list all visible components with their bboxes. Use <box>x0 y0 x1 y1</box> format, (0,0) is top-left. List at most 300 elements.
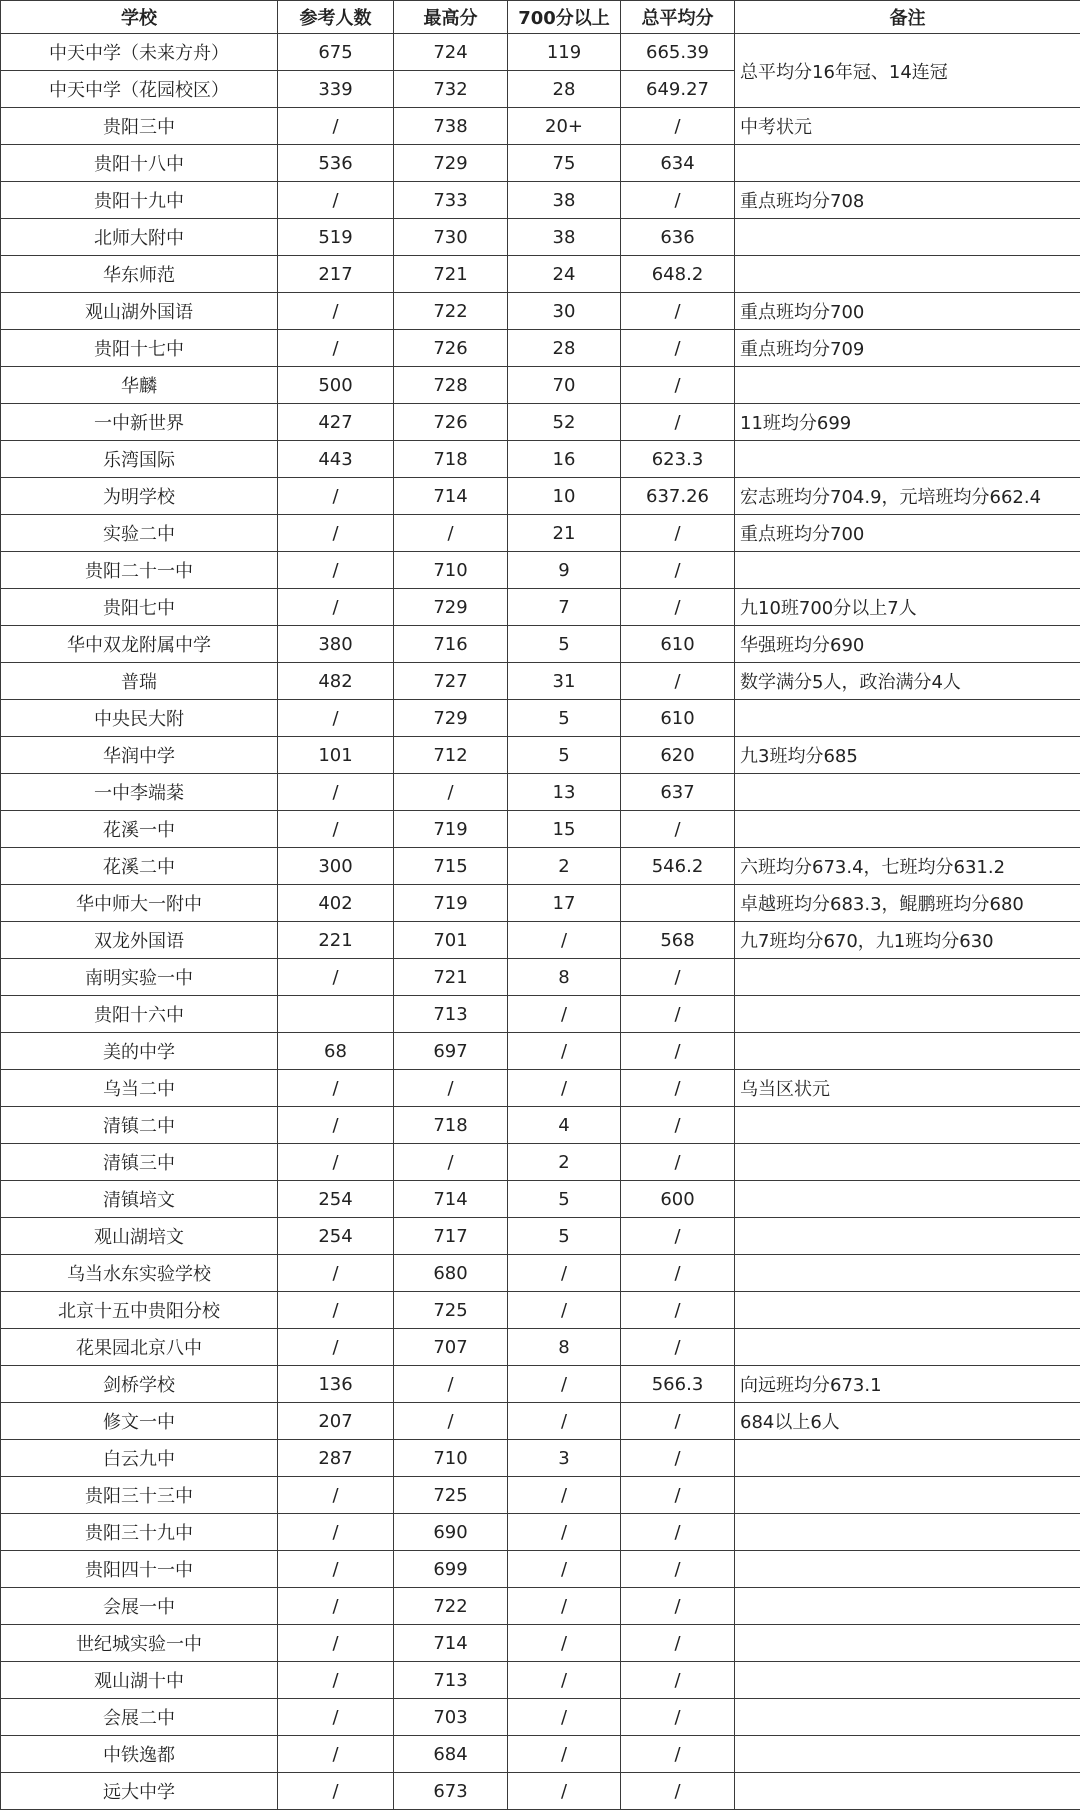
cell-notes <box>735 959 1080 996</box>
cell-average-score: 665.39 <box>621 34 735 71</box>
header-average-score: 总平均分 <box>621 1 735 34</box>
cell-above-700: 16 <box>508 441 621 478</box>
cell-notes <box>735 1773 1080 1810</box>
cell-above-700: 38 <box>508 182 621 219</box>
cell-notes: 卓越班均分683.3，鲲鹏班均分680 <box>735 885 1080 922</box>
cell-above-700: 10 <box>508 478 621 515</box>
cell-above-700: 119 <box>508 34 621 71</box>
cell-average-score: 637.26 <box>621 478 735 515</box>
table-row <box>1 404 1080 441</box>
cell-school: 花溪一中 <box>1 811 278 848</box>
cell-participants: / <box>278 515 394 552</box>
cell-highest-score: 729 <box>394 589 508 626</box>
table-row <box>1 811 1080 848</box>
cell-above-700: / <box>508 1366 621 1403</box>
table-row <box>1 1181 1080 1218</box>
cell-participants: / <box>278 330 394 367</box>
cell-highest-score: 703 <box>394 1699 508 1736</box>
table-row <box>1 330 1080 367</box>
cell-participants: / <box>278 1070 394 1107</box>
cell-notes <box>735 1477 1080 1514</box>
cell-average-score: / <box>621 959 735 996</box>
cell-highest-score: 729 <box>394 700 508 737</box>
table-row <box>1 1662 1080 1699</box>
cell-above-700: 28 <box>508 71 621 108</box>
table-body <box>1 34 1080 1810</box>
cell-participants: / <box>278 1477 394 1514</box>
cell-school: 贵阳十九中 <box>1 182 278 219</box>
cell-school: 修文一中 <box>1 1403 278 1440</box>
cell-participants: 68 <box>278 1033 394 1070</box>
cell-above-700: / <box>508 1403 621 1440</box>
cell-school: 观山湖培文 <box>1 1218 278 1255</box>
cell-highest-score: 721 <box>394 256 508 293</box>
cell-above-700: 38 <box>508 219 621 256</box>
cell-above-700: / <box>508 1477 621 1514</box>
cell-notes <box>735 552 1080 589</box>
cell-above-700: 3 <box>508 1440 621 1477</box>
cell-notes <box>735 1625 1080 1662</box>
table-row <box>1 774 1080 811</box>
cell-participants: 482 <box>278 663 394 700</box>
cell-participants: / <box>278 1699 394 1736</box>
cell-highest-score: 713 <box>394 1662 508 1699</box>
cell-average-score: / <box>621 589 735 626</box>
cell-average-score: / <box>621 1514 735 1551</box>
cell-school: 清镇二中 <box>1 1107 278 1144</box>
cell-above-700: 15 <box>508 811 621 848</box>
cell-average-score: 610 <box>621 700 735 737</box>
cell-notes <box>735 811 1080 848</box>
cell-highest-score: 722 <box>394 293 508 330</box>
cell-average-score: / <box>621 1329 735 1366</box>
cell-average-score: / <box>621 182 735 219</box>
cell-notes: 重点班均分700 <box>735 515 1080 552</box>
cell-highest-score: 729 <box>394 145 508 182</box>
cell-highest-score: 728 <box>394 367 508 404</box>
cell-participants: / <box>278 1773 394 1810</box>
cell-above-700: / <box>508 1588 621 1625</box>
cell-notes: 数学满分5人，政治满分4人 <box>735 663 1080 700</box>
cell-average-score: / <box>621 1773 735 1810</box>
table-row <box>1 34 1080 71</box>
cell-average-score: / <box>621 293 735 330</box>
cell-notes <box>735 1699 1080 1736</box>
cell-participants: / <box>278 774 394 811</box>
cell-above-700: 17 <box>508 885 621 922</box>
cell-school: 普瑞 <box>1 663 278 700</box>
cell-highest-score: 721 <box>394 959 508 996</box>
cell-average-score: 600 <box>621 1181 735 1218</box>
cell-highest-score: 680 <box>394 1255 508 1292</box>
cell-highest-score: 732 <box>394 71 508 108</box>
cell-above-700: / <box>508 1773 621 1810</box>
cell-above-700: 70 <box>508 367 621 404</box>
cell-above-700: 28 <box>508 330 621 367</box>
table-row <box>1 1329 1080 1366</box>
cell-notes <box>735 774 1080 811</box>
header-school: 学校 <box>1 1 278 34</box>
cell-average-score: / <box>621 1144 735 1181</box>
cell-school: 中天中学（花园校区） <box>1 71 278 108</box>
cell-highest-score: 707 <box>394 1329 508 1366</box>
table-row <box>1 1440 1080 1477</box>
cell-above-700: 24 <box>508 256 621 293</box>
cell-highest-score: / <box>394 1070 508 1107</box>
header-row <box>1 1 1080 34</box>
cell-highest-score: 718 <box>394 1107 508 1144</box>
cell-highest-score: 712 <box>394 737 508 774</box>
cell-participants: / <box>278 1292 394 1329</box>
cell-highest-score: 719 <box>394 885 508 922</box>
cell-above-700: 2 <box>508 848 621 885</box>
cell-above-700: 7 <box>508 589 621 626</box>
cell-school: 双龙外国语 <box>1 922 278 959</box>
cell-school: 中铁逸都 <box>1 1736 278 1773</box>
cell-participants: 427 <box>278 404 394 441</box>
cell-school: 华麟 <box>1 367 278 404</box>
cell-notes: 重点班均分700 <box>735 293 1080 330</box>
table-row <box>1 1144 1080 1181</box>
table-row <box>1 1070 1080 1107</box>
table-header <box>1 1 1080 34</box>
cell-participants: 402 <box>278 885 394 922</box>
cell-highest-score: 733 <box>394 182 508 219</box>
table-row <box>1 1033 1080 1070</box>
cell-notes <box>735 1218 1080 1255</box>
cell-above-700: / <box>508 1292 621 1329</box>
cell-above-700: / <box>508 1070 621 1107</box>
cell-average-score: 623.3 <box>621 441 735 478</box>
cell-notes: 重点班均分709 <box>735 330 1080 367</box>
table-row <box>1 1255 1080 1292</box>
cell-notes <box>735 1292 1080 1329</box>
cell-participants: / <box>278 293 394 330</box>
cell-highest-score: 717 <box>394 1218 508 1255</box>
cell-above-700: 31 <box>508 663 621 700</box>
cell-average-score: 610 <box>621 626 735 663</box>
cell-average-score: 634 <box>621 145 735 182</box>
table-row <box>1 922 1080 959</box>
cell-participants: 254 <box>278 1181 394 1218</box>
cell-notes <box>735 145 1080 182</box>
table-row <box>1 626 1080 663</box>
cell-school: 贵阳三中 <box>1 108 278 145</box>
cell-average-score: / <box>621 1033 735 1070</box>
cell-school: 实验二中 <box>1 515 278 552</box>
cell-participants: / <box>278 589 394 626</box>
cell-school: 南明实验一中 <box>1 959 278 996</box>
cell-average-score: 546.2 <box>621 848 735 885</box>
cell-average-score: / <box>621 1477 735 1514</box>
table-row <box>1 1366 1080 1403</box>
cell-average-score: / <box>621 1662 735 1699</box>
table-row <box>1 1218 1080 1255</box>
cell-school: 观山湖外国语 <box>1 293 278 330</box>
cell-highest-score: 725 <box>394 1292 508 1329</box>
cell-notes <box>735 256 1080 293</box>
cell-notes: 六班均分673.4，七班均分631.2 <box>735 848 1080 885</box>
cell-participants: / <box>278 1625 394 1662</box>
cell-above-700: 5 <box>508 1218 621 1255</box>
cell-average-score: / <box>621 1440 735 1477</box>
table-row <box>1 552 1080 589</box>
header-participants: 参考人数 <box>278 1 394 34</box>
cell-average-score: / <box>621 367 735 404</box>
cell-notes: 中考状元 <box>735 108 1080 145</box>
table-row <box>1 1773 1080 1810</box>
cell-participants: 136 <box>278 1366 394 1403</box>
cell-participants: / <box>278 1551 394 1588</box>
cell-school: 贵阳十八中 <box>1 145 278 182</box>
cell-above-700: 75 <box>508 145 621 182</box>
table-row <box>1 1736 1080 1773</box>
cell-school: 贵阳二十一中 <box>1 552 278 589</box>
table-row <box>1 515 1080 552</box>
cell-participants: / <box>278 811 394 848</box>
cell-notes <box>735 1514 1080 1551</box>
table-row <box>1 367 1080 404</box>
cell-notes: 11班均分699 <box>735 404 1080 441</box>
cell-highest-score: / <box>394 1144 508 1181</box>
cell-average-score: 620 <box>621 737 735 774</box>
cell-school: 华中双龙附属中学 <box>1 626 278 663</box>
cell-highest-score: 726 <box>394 330 508 367</box>
cell-notes: 684以上6人 <box>735 1403 1080 1440</box>
table-row <box>1 108 1080 145</box>
cell-school: 世纪城实验一中 <box>1 1625 278 1662</box>
cell-highest-score: 710 <box>394 552 508 589</box>
cell-average-score: / <box>621 1403 735 1440</box>
cell-school: 花溪二中 <box>1 848 278 885</box>
cell-highest-score: 713 <box>394 996 508 1033</box>
cell-participants: / <box>278 478 394 515</box>
table-row <box>1 589 1080 626</box>
cell-participants: / <box>278 1662 394 1699</box>
cell-notes: 重点班均分708 <box>735 182 1080 219</box>
cell-participants: / <box>278 700 394 737</box>
table-row <box>1 1477 1080 1514</box>
cell-notes <box>735 1662 1080 1699</box>
cell-highest-score: 738 <box>394 108 508 145</box>
cell-above-700: / <box>508 1514 621 1551</box>
cell-notes: 九3班均分685 <box>735 737 1080 774</box>
cell-participants: 207 <box>278 1403 394 1440</box>
cell-highest-score: 714 <box>394 478 508 515</box>
cell-participants: 380 <box>278 626 394 663</box>
header-above-700: 700分以上 <box>508 1 621 34</box>
cell-highest-score: 699 <box>394 1551 508 1588</box>
cell-participants: / <box>278 1107 394 1144</box>
table-row <box>1 256 1080 293</box>
cell-school: 远大中学 <box>1 1773 278 1810</box>
cell-school: 一中新世界 <box>1 404 278 441</box>
cell-notes: 总平均分16年冠、14连冠 <box>735 34 1080 108</box>
header-highest-score: 最高分 <box>394 1 508 34</box>
cell-above-700: 4 <box>508 1107 621 1144</box>
cell-notes: 宏志班均分704.9，元培班均分662.4 <box>735 478 1080 515</box>
cell-highest-score: 726 <box>394 404 508 441</box>
cell-school: 为明学校 <box>1 478 278 515</box>
cell-highest-score: / <box>394 1366 508 1403</box>
cell-highest-score: 684 <box>394 1736 508 1773</box>
cell-notes <box>735 700 1080 737</box>
cell-school: 贵阳七中 <box>1 589 278 626</box>
cell-average-score: / <box>621 1255 735 1292</box>
cell-participants <box>278 996 394 1033</box>
table-row <box>1 1588 1080 1625</box>
cell-participants: / <box>278 1255 394 1292</box>
cell-above-700: 2 <box>508 1144 621 1181</box>
cell-average-score: / <box>621 404 735 441</box>
cell-highest-score: 690 <box>394 1514 508 1551</box>
cell-school: 贵阳十六中 <box>1 996 278 1033</box>
cell-participants: / <box>278 1736 394 1773</box>
cell-highest-score: 697 <box>394 1033 508 1070</box>
cell-notes <box>735 219 1080 256</box>
cell-notes <box>735 1329 1080 1366</box>
cell-highest-score: 718 <box>394 441 508 478</box>
cell-notes <box>735 1736 1080 1773</box>
table-row <box>1 663 1080 700</box>
cell-above-700: 9 <box>508 552 621 589</box>
table-row <box>1 145 1080 182</box>
cell-participants: 519 <box>278 219 394 256</box>
table-row <box>1 996 1080 1033</box>
cell-participants: / <box>278 1329 394 1366</box>
cell-above-700: / <box>508 1551 621 1588</box>
table-row <box>1 848 1080 885</box>
cell-above-700: / <box>508 922 621 959</box>
cell-average-score: / <box>621 996 735 1033</box>
cell-participants: 443 <box>278 441 394 478</box>
cell-participants: 101 <box>278 737 394 774</box>
cell-school: 华中师大一附中 <box>1 885 278 922</box>
cell-average-score: / <box>621 811 735 848</box>
table-row <box>1 1551 1080 1588</box>
cell-participants: 675 <box>278 34 394 71</box>
cell-school: 中央民大附 <box>1 700 278 737</box>
cell-school: 乌当水东实验学校 <box>1 1255 278 1292</box>
cell-participants: / <box>278 1514 394 1551</box>
cell-notes <box>735 1551 1080 1588</box>
table-row <box>1 441 1080 478</box>
cell-above-700: 8 <box>508 959 621 996</box>
cell-average-score: / <box>621 1699 735 1736</box>
table-row <box>1 885 1080 922</box>
cell-participants: / <box>278 552 394 589</box>
cell-average-score: 648.2 <box>621 256 735 293</box>
table-row <box>1 1514 1080 1551</box>
cell-school: 中天中学（未来方舟） <box>1 34 278 71</box>
cell-participants: 500 <box>278 367 394 404</box>
cell-participants: / <box>278 1588 394 1625</box>
cell-participants: 221 <box>278 922 394 959</box>
cell-participants: 339 <box>278 71 394 108</box>
cell-school: 清镇三中 <box>1 1144 278 1181</box>
cell-average-score: / <box>621 515 735 552</box>
cell-participants: 287 <box>278 1440 394 1477</box>
cell-school: 花果园北京八中 <box>1 1329 278 1366</box>
cell-school: 清镇培文 <box>1 1181 278 1218</box>
table-row <box>1 219 1080 256</box>
cell-school: 贵阳三十九中 <box>1 1514 278 1551</box>
cell-highest-score: 710 <box>394 1440 508 1477</box>
cell-participants: / <box>278 182 394 219</box>
cell-average-score: 636 <box>621 219 735 256</box>
cell-above-700: / <box>508 996 621 1033</box>
cell-notes: 华强班均分690 <box>735 626 1080 663</box>
cell-highest-score: / <box>394 774 508 811</box>
cell-above-700: 20+ <box>508 108 621 145</box>
cell-notes <box>735 1181 1080 1218</box>
cell-school: 贵阳三十三中 <box>1 1477 278 1514</box>
cell-above-700: / <box>508 1255 621 1292</box>
cell-highest-score: 701 <box>394 922 508 959</box>
cell-average-score <box>621 885 735 922</box>
cell-average-score: / <box>621 1218 735 1255</box>
cell-school: 贵阳四十一中 <box>1 1551 278 1588</box>
table-row <box>1 1107 1080 1144</box>
cell-participants: 536 <box>278 145 394 182</box>
cell-school: 剑桥学校 <box>1 1366 278 1403</box>
cell-average-score: 568 <box>621 922 735 959</box>
table-row <box>1 737 1080 774</box>
cell-above-700: 5 <box>508 737 621 774</box>
cell-above-700: 5 <box>508 700 621 737</box>
cell-average-score: / <box>621 663 735 700</box>
cell-school: 乌当二中 <box>1 1070 278 1107</box>
cell-highest-score: 725 <box>394 1477 508 1514</box>
cell-notes: 乌当区状元 <box>735 1070 1080 1107</box>
cell-highest-score: 724 <box>394 34 508 71</box>
cell-above-700: / <box>508 1625 621 1662</box>
cell-notes <box>735 996 1080 1033</box>
cell-highest-score: / <box>394 515 508 552</box>
table-row <box>1 182 1080 219</box>
cell-school: 一中李端棻 <box>1 774 278 811</box>
cell-average-score: / <box>621 1736 735 1773</box>
table-row <box>1 293 1080 330</box>
cell-notes <box>735 1107 1080 1144</box>
cell-participants: / <box>278 959 394 996</box>
cell-highest-score: 714 <box>394 1181 508 1218</box>
cell-above-700: 30 <box>508 293 621 330</box>
cell-school: 会展二中 <box>1 1699 278 1736</box>
cell-above-700: 21 <box>508 515 621 552</box>
cell-participants: 254 <box>278 1218 394 1255</box>
cell-highest-score: / <box>394 1403 508 1440</box>
table-row <box>1 1699 1080 1736</box>
table-row <box>1 1292 1080 1329</box>
cell-average-score: 566.3 <box>621 1366 735 1403</box>
cell-average-score: / <box>621 330 735 367</box>
cell-above-700: / <box>508 1033 621 1070</box>
cell-average-score: 637 <box>621 774 735 811</box>
table-row <box>1 478 1080 515</box>
cell-highest-score: 730 <box>394 219 508 256</box>
table-row <box>1 700 1080 737</box>
cell-notes: 九10班700分以上7人 <box>735 589 1080 626</box>
cell-above-700: / <box>508 1736 621 1773</box>
cell-school: 乐湾国际 <box>1 441 278 478</box>
cell-notes: 九7班均分670，九1班均分630 <box>735 922 1080 959</box>
cell-highest-score: 719 <box>394 811 508 848</box>
cell-highest-score: 715 <box>394 848 508 885</box>
cell-notes <box>735 1440 1080 1477</box>
cell-highest-score: 673 <box>394 1773 508 1810</box>
cell-school: 北京十五中贵阳分校 <box>1 1292 278 1329</box>
